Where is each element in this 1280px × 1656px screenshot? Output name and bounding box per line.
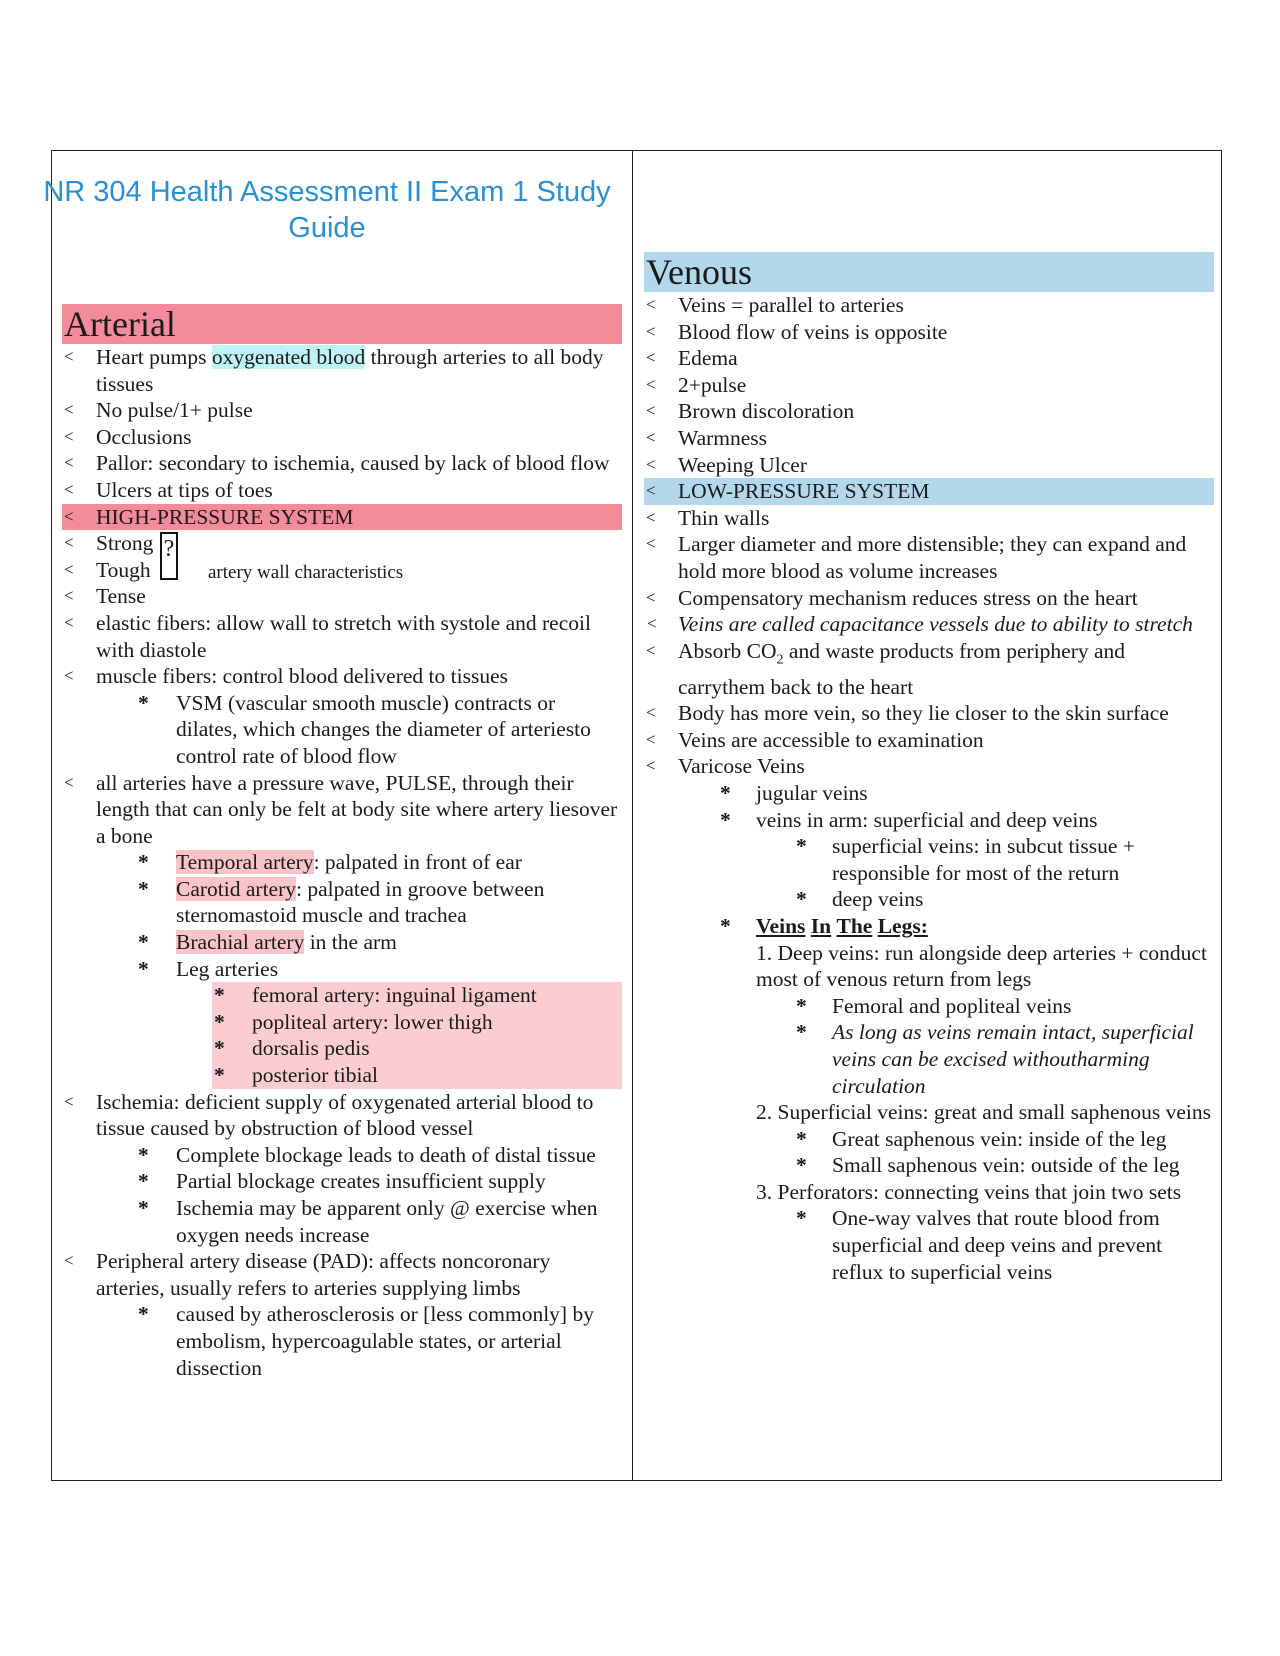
- veins-in-legs-heading: * Veins In The Legs:: [720, 913, 928, 938]
- page-title: NR 304 Health Assessment II Exam 1 Study Guide: [43, 176, 611, 244]
- list-item: < Occlusions: [64, 424, 192, 449]
- list-item: < elastic fibers: allow wall to stretch with systole and recoil with diastole: [64, 610, 591, 662]
- list-item: < Weeping Ulcer: [646, 452, 807, 477]
- arterial-heading: Arterial: [62, 304, 622, 344]
- list-item: < Tough: [64, 557, 151, 582]
- column-divider: [632, 150, 633, 1481]
- list-item: < Ischemia: deficient supply of oxygenated arterial blood to tissue caused by obstruction of blood vessel: [64, 1089, 594, 1141]
- bracket-box: ?: [160, 532, 178, 580]
- subsub-item: * As long as veins remain intact, superficial veins can be excised withoutharming circulation: [796, 1020, 1194, 1098]
- leg-item: * posterior tibial: [214, 1063, 378, 1088]
- leg-item: * popliteal artery: lower thigh: [214, 1009, 493, 1034]
- list-item: < 2+pulse: [646, 372, 747, 397]
- list-item: < Larger diameter and more distensible; they can expand and hold more blood as volume increases: [646, 532, 1187, 583]
- sub-item: * Complete blockage leads to death of distal tissue: [138, 1142, 596, 1167]
- highlight-oxygenated: oxygenated blood: [211, 345, 366, 369]
- list-item: < Pallor: secondary to ischemia, caused by lack of blood flow: [64, 451, 610, 476]
- paragraph: 2. Superficial veins: great and small saphenous veins: [756, 1100, 1211, 1125]
- subsub-item: * Great saphenous vein: inside of the leg: [796, 1126, 1167, 1151]
- list-item: < all arteries have a pressure wave, PULSE, through their length that can only be felt at body site where artery liesover a bone: [64, 770, 618, 848]
- sub-item: * veins in arm: superficial and deep veins: [720, 807, 1098, 832]
- low-pressure-bar: < LOW-PRESSURE SYSTEM: [644, 478, 1214, 505]
- leg-item: * dorsalis pedis: [214, 1036, 370, 1061]
- list-item: < Veins are accessible to examination: [646, 727, 984, 752]
- sub-item: * Leg arteries: [138, 956, 279, 981]
- list-item: < Body has more vein, so they lie closer to the skin surface: [646, 701, 1169, 726]
- list-item: < Absorb $CO_2$ and waste products from periphery and carrythem back to the heart: [646, 638, 1126, 699]
- list-item: < Brown discoloration: [646, 399, 855, 424]
- list-item: < Veins are called capacitance vessels due to ability to stretch: [646, 612, 1193, 637]
- subsub-item: * One-way valves that route blood from superficial and deep veins and prevent reflux to superficial veins: [796, 1206, 1163, 1284]
- subsub-item: * Femoral and popliteal veins: [796, 993, 1072, 1018]
- venous-column: [644, 252, 1214, 1285]
- wall-note: artery wall characteristics: [208, 562, 404, 584]
- highlight-brachial: Brachial artery: [176, 930, 305, 955]
- sub-item: * Brachial artery in the arm: [138, 930, 397, 955]
- sub-item: * Partial blockage creates insufficient supply: [138, 1169, 546, 1194]
- highlight-carotid: Carotid artery: [176, 876, 296, 901]
- list-item: < Compensatory mechanism reduces stress on the heart: [646, 585, 1138, 610]
- sub-item: * Carotid artery: palpated in groove between sternomastoid muscle and trachea: [138, 876, 545, 928]
- list-item: < Ulcers at tips of toes: [64, 477, 273, 502]
- leg-arteries-block: [212, 982, 622, 1088]
- list-item: < Heart pumps oxygenated blood through arteries to all body tissues: [64, 345, 604, 396]
- subsub-item: * superficial veins: in subcut tissue + responsible for most of the return: [796, 834, 1135, 885]
- arterial-column: [62, 304, 622, 1381]
- list-item: < No pulse/1+ pulse: [64, 398, 253, 423]
- high-pressure-bar: < HIGH-PRESSURE SYSTEM: [62, 504, 622, 531]
- sub-item: * Ischemia may be apparent only @ exercise when oxygen needs increase: [138, 1196, 598, 1247]
- subsub-item: * Small saphenous vein: outside of the leg: [796, 1153, 1180, 1178]
- list-item: < Edema: [646, 346, 738, 371]
- sub-item: * caused by atherosclerosis or [less commonly] by embolism, hypercoagulable states, or arterial dissection: [138, 1302, 594, 1380]
- sub-item: * Temporal artery: palpated in front of ear: [138, 850, 522, 875]
- paragraph: 1. Deep veins: run alongside deep arteries + conduct most of venous return from legs: [756, 940, 1207, 992]
- list-item: < Tense: [64, 584, 146, 609]
- bullet-marker: <: [64, 347, 74, 366]
- wall-characteristics-group: [62, 530, 622, 610]
- list-item: < Strong: [64, 531, 154, 556]
- subsub-item: * deep veins: [796, 887, 924, 912]
- list-item: < Veins = parallel to arteries: [646, 293, 904, 317]
- venous-heading: Venous: [644, 252, 1214, 292]
- sub-item: * VSM (vascular smooth muscle) contracts or dilates, which changes the diameter of arteriesto control rate of blood flow: [138, 690, 591, 768]
- list-item: < Blood flow of veins is opposite: [646, 319, 948, 344]
- list-item: < Warmness: [646, 425, 768, 450]
- list-item: < muscle fibers: control blood delivered to tissues: [64, 664, 508, 689]
- highlight-temporal: Temporal artery: [176, 850, 314, 875]
- leg-item: * femoral artery: inguinal ligament: [214, 983, 537, 1008]
- list-item: < Thin walls: [646, 505, 770, 530]
- list-item: < Varicose Veins: [646, 754, 805, 779]
- sub-item: * jugular veins: [720, 780, 868, 805]
- list-item: < Peripheral artery disease (PAD): affects noncoronary arteries, usually refers to arteries supplying limbs: [64, 1249, 551, 1300]
- paragraph: 3. Perforators: connecting veins that join two sets: [756, 1179, 1182, 1204]
